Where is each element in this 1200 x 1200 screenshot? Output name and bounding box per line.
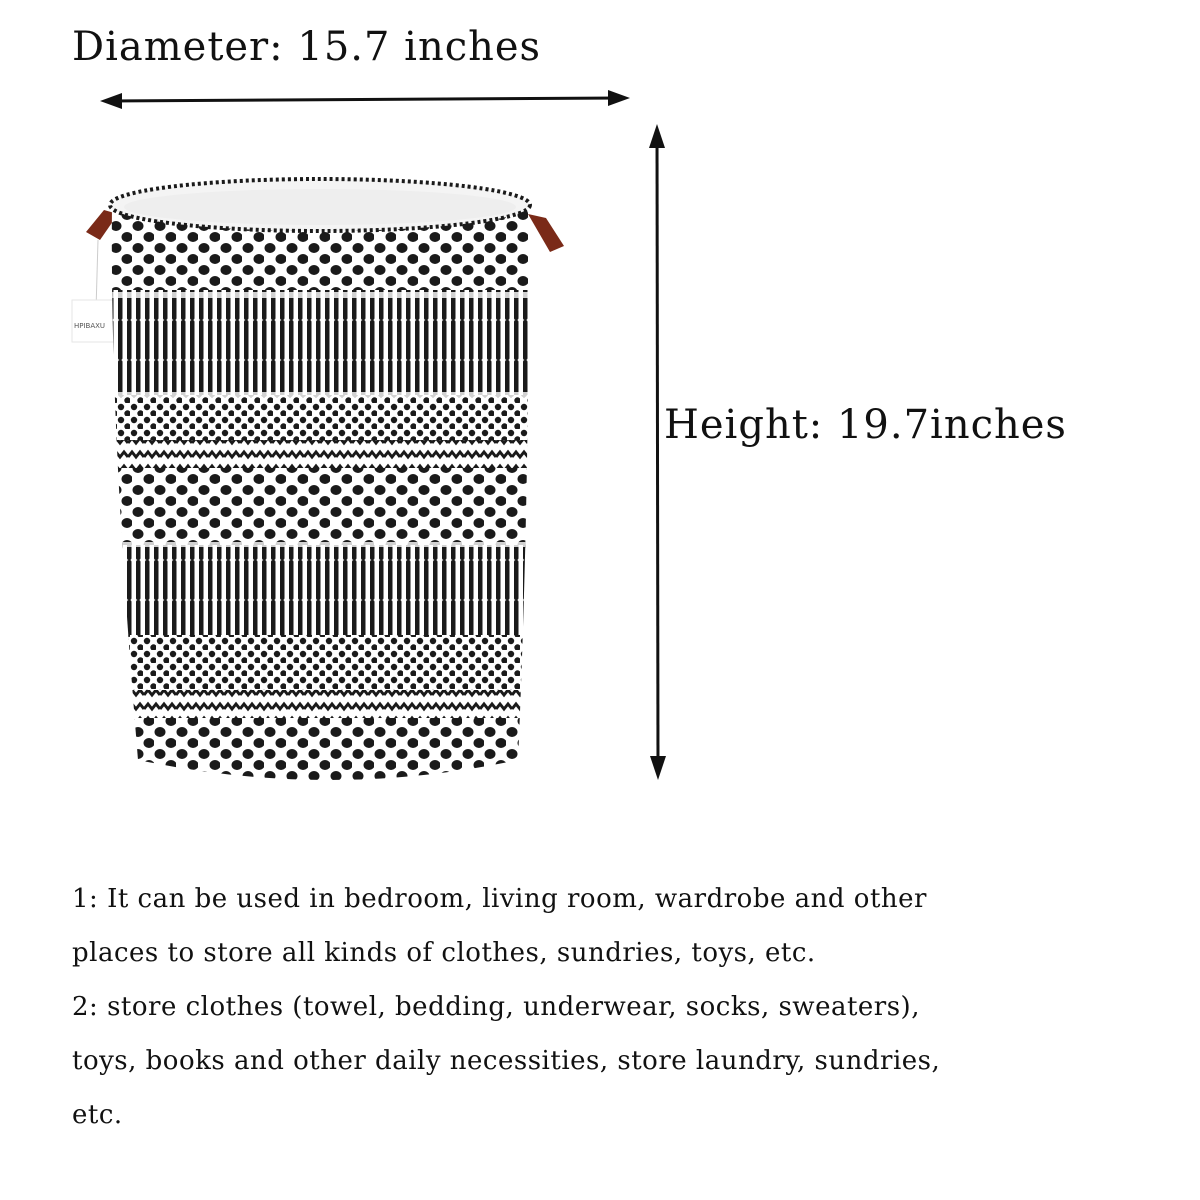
description-line: places to store all kinds of clothes, sundries, toys, etc. [72, 938, 816, 968]
description-line: etc. [72, 1100, 123, 1130]
description-line: 2: store clothes (towel, bedding, underwear, socks, sweaters), [72, 992, 920, 1022]
tag-label: HPIBAXU [74, 322, 106, 330]
basket-handle-right-icon [528, 214, 564, 252]
diameter-arrow-icon [100, 90, 630, 109]
height-label: Height: 19.7inches [664, 402, 1067, 448]
laundry-basket [100, 179, 540, 798]
description-line: toys, books and other daily necessities, store laundry, sundries, [72, 1046, 941, 1076]
description-line: 1: It can be used in bedroom, living room, wardrobe and other [72, 884, 927, 914]
diameter-label: Diameter: 15.7 inches [72, 24, 542, 70]
height-arrow-icon [649, 124, 666, 780]
product-description [72, 872, 1182, 1142]
